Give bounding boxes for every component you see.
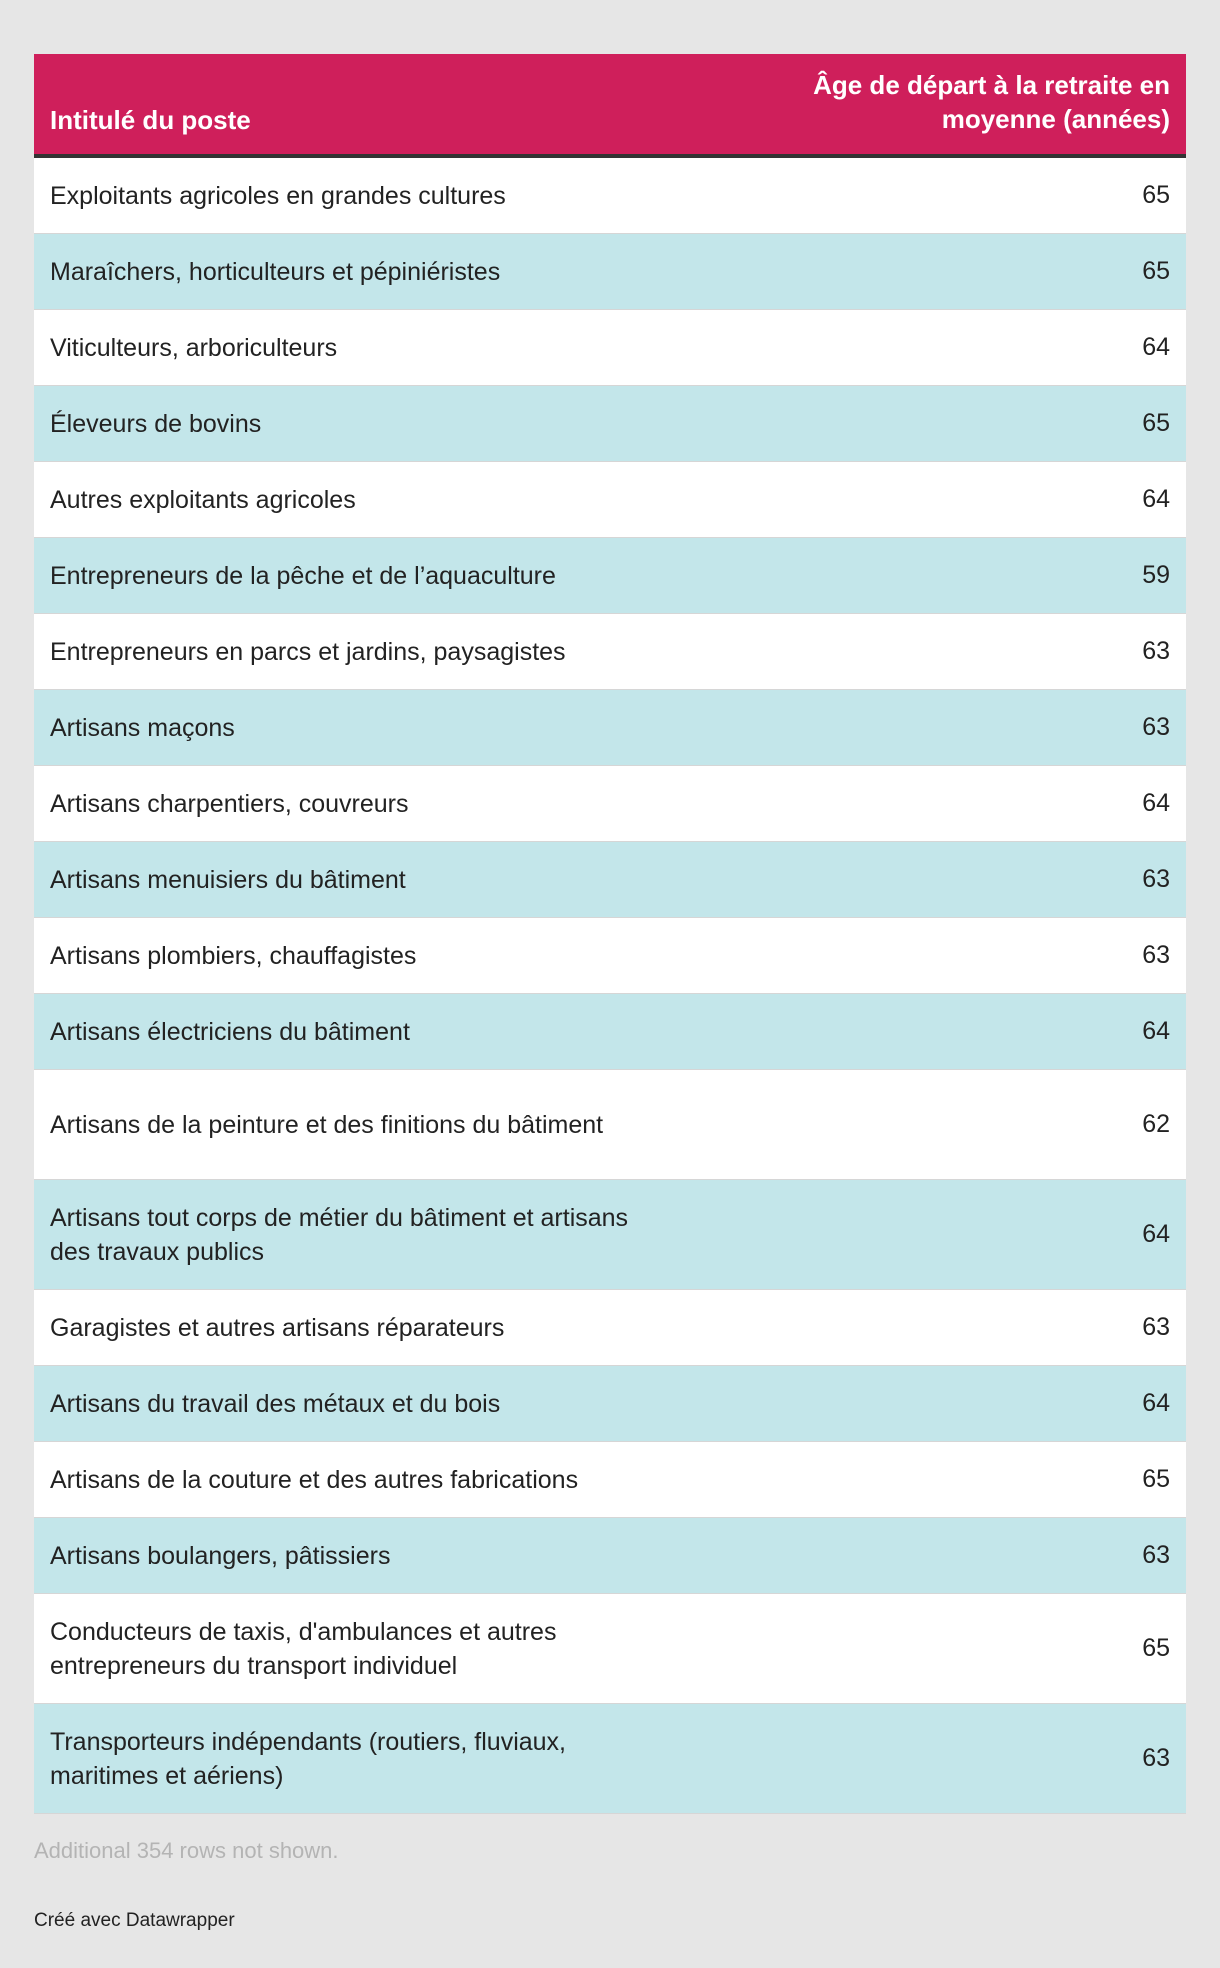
table-notes: Additional 354 rows not shown. (34, 1838, 339, 1863)
cell-retirement-age: 63 (1142, 713, 1170, 741)
table-row (34, 1594, 1186, 1704)
cell-job-title: Artisans charpentiers, couvreurs (50, 789, 409, 818)
cell-retirement-age: 64 (1142, 333, 1170, 361)
cell-job-title: Viticulteurs, arboriculteurs (50, 333, 338, 362)
table-row (34, 918, 1186, 994)
table-row (34, 690, 1186, 766)
table-row (34, 462, 1186, 538)
cell-job-title: Artisans maçons (50, 713, 235, 742)
cell-retirement-age: 64 (1142, 1389, 1170, 1417)
table-body (34, 158, 1186, 1814)
column-header-job-title[interactable]: Intitulé du poste (50, 105, 251, 135)
cell-retirement-age: 59 (1142, 561, 1170, 589)
cell-job-title: Artisans du travail des métaux et du bois (50, 1389, 501, 1418)
table-row (34, 234, 1186, 310)
table-row (34, 1704, 1186, 1814)
cell-job-title: Entrepreneurs de la pêche et de l’aquaculture (50, 561, 556, 590)
cell-job-title: Artisans menuisiers du bâtiment (50, 865, 406, 894)
table-row (34, 386, 1186, 462)
cell-job-title: Transporteurs indépendants (routiers, fluviaux, maritimes et aériens) (50, 1727, 567, 1790)
cell-retirement-age: 65 (1142, 1634, 1170, 1662)
table-row (34, 538, 1186, 614)
cell-retirement-age: 64 (1142, 485, 1170, 513)
table-row (34, 158, 1186, 234)
cell-retirement-age: 63 (1142, 941, 1170, 969)
cell-job-title: Exploitants agricoles en grandes cultures (50, 181, 506, 210)
cell-job-title: Artisans de la couture et des autres fabrications (50, 1465, 579, 1494)
table-row (34, 766, 1186, 842)
cell-retirement-age: 65 (1142, 409, 1170, 437)
cell-retirement-age: 63 (1142, 1313, 1170, 1341)
cell-job-title: Éleveurs de bovins (50, 409, 262, 438)
cell-job-title: Garagistes et autres artisans réparateurs (50, 1313, 505, 1342)
cell-retirement-age: 63 (1142, 865, 1170, 893)
cell-retirement-age: 65 (1142, 1465, 1170, 1493)
table-row (34, 1442, 1186, 1518)
cell-retirement-age: 65 (1142, 181, 1170, 209)
table-row (34, 1290, 1186, 1366)
column-header-retirement-age[interactable]: Âge de départ à la retraite en moyenne (années) (813, 70, 1170, 134)
cell-job-title: Autres exploitants agricoles (50, 485, 356, 514)
cell-retirement-age: 65 (1142, 257, 1170, 285)
cell-retirement-age: 64 (1142, 1017, 1170, 1045)
table-row (34, 310, 1186, 386)
table-row (34, 1180, 1186, 1290)
table-row (34, 842, 1186, 918)
table-header (34, 54, 1186, 158)
data-table (34, 54, 1186, 1814)
cell-job-title: Maraîchers, horticulteurs et pépiniéristes (50, 257, 501, 286)
credit-line: Créé avec Datawrapper (34, 1910, 235, 1931)
table-row (34, 614, 1186, 690)
table-row (34, 1518, 1186, 1594)
cell-job-title: Artisans plombiers, chauffagistes (50, 941, 417, 970)
cell-job-title: Artisans de la peinture et des finitions du bâtiment (50, 1110, 604, 1139)
table-row (34, 1070, 1186, 1180)
cell-retirement-age: 63 (1142, 637, 1170, 665)
cell-retirement-age: 63 (1142, 1744, 1170, 1772)
cell-job-title: Artisans boulangers, pâtissiers (50, 1541, 391, 1570)
cell-job-title: Artisans tout corps de métier du bâtiment et artisans des travaux publics (50, 1203, 629, 1266)
cell-job-title: Entrepreneurs en parcs et jardins, paysagistes (50, 637, 566, 666)
cell-retirement-age: 64 (1142, 789, 1170, 817)
cell-job-title: Artisans électriciens du bâtiment (50, 1017, 410, 1046)
cell-job-title: Conducteurs de taxis, d'ambulances et autres entrepreneurs du transport individuel (50, 1617, 557, 1680)
table-row (34, 1366, 1186, 1442)
cell-retirement-age: 64 (1142, 1220, 1170, 1248)
cell-retirement-age: 63 (1142, 1541, 1170, 1569)
table-row (34, 994, 1186, 1070)
cell-retirement-age: 62 (1142, 1110, 1170, 1138)
